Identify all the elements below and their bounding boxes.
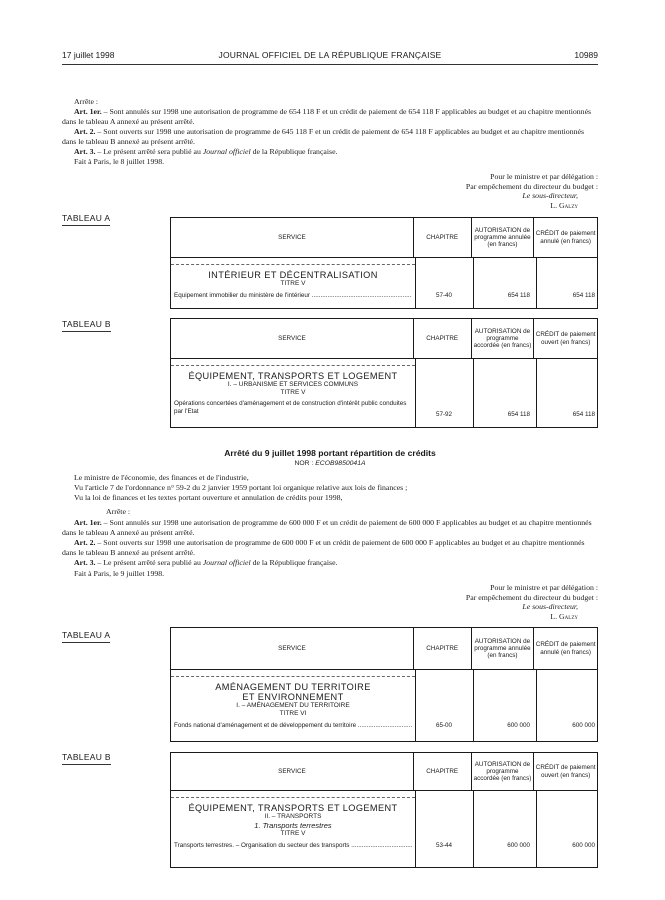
table3-dash	[171, 676, 415, 677]
table2-col-service: SERVICE	[171, 319, 414, 358]
table2-col-autorisation: AUTORISATION de programme accordée (en francs)	[472, 319, 535, 358]
table2-header	[171, 319, 597, 359]
decree2-article-2	[62, 538, 598, 557]
table2-ministry: ÉQUIPEMENT, TRANSPORTS ET LOGEMENT	[188, 371, 398, 381]
table1-body	[171, 258, 597, 308]
decree2-art1-label: Art. 1er.	[74, 518, 102, 527]
table1-dash	[171, 264, 415, 265]
table3-body	[171, 670, 597, 741]
decree2-article-3	[62, 558, 598, 568]
table2-col-chapitre: CHAPITRE	[414, 319, 472, 358]
table2-titre: TITRE V	[280, 389, 306, 396]
header-date: 17 juillet 1998	[62, 50, 115, 60]
decree2-nor-code: ECOB9850041A	[315, 460, 366, 467]
table4-row-autorisation: 600 000	[507, 842, 530, 849]
table1	[170, 217, 598, 309]
page-header	[62, 50, 598, 64]
decree1-art3-text-b: de la République française.	[250, 147, 338, 156]
table4-dash	[171, 797, 415, 798]
table3-label: TABLEAU A	[62, 630, 111, 640]
table3-ministry-line2: ET ENVIRONNEMENT	[242, 692, 344, 702]
table3-row-chapitre: 65-00	[435, 722, 453, 729]
decree1-article-1	[62, 107, 598, 126]
decree1-sig-line4: L. Galzy	[550, 200, 578, 210]
table4-row-credit: 600 000	[572, 842, 595, 849]
table4-titre: TITRE V	[280, 830, 306, 837]
table1-row-autorisation: 654 118	[507, 292, 530, 299]
table4-subsection: 1. Transports terrestres	[254, 821, 332, 830]
decree2-title: Arrêté du 9 juillet 1998 portant répartition de crédits	[224, 448, 436, 458]
table4-row-label: Transports terrestres. – Organisation du secteur des transports .....	[174, 842, 412, 849]
table3-row-label: Fonds national d'aménagement et de développement du territoire .....	[174, 722, 412, 729]
table4-col-credit: CRÉDIT de paiement ouvert (en francs)	[535, 764, 596, 779]
decree1-art3-jo: Journal officiel	[202, 147, 251, 156]
decree2-art1-text: – Sont annulés sur 1998 une autorisation de programme de 600 000 F et un crédit de paiement de 600 000 F applicables au budget et au chapitre mentionnés dans le tableau A annexé au présent arrêté.	[62, 518, 592, 537]
table1-col-autorisation: AUTORISATION de programme annulée (en francs)	[472, 218, 535, 257]
table3	[170, 627, 598, 742]
table3-titre: TITRE VI	[279, 710, 307, 717]
decree1-fait: Fait à Paris, le 8 juillet 1998.	[74, 157, 165, 166]
decree2-nor-label: NOR :	[294, 460, 316, 467]
table2-row-chapitre: 57-92	[435, 411, 453, 418]
decree1-article-2	[62, 127, 598, 146]
table2-row-label: Opérations concertées d'aménagement et de construction d'intérêt public conduites par l'Etat	[174, 400, 407, 415]
decree1-art1-text: – Sont annulés sur 1998 une autorisation de programme de 654 118 F et un crédit de paiement de 654 118 F applicables au budget et au chapitre mentionnés dans le tableau A annexé au présent arrêté.	[62, 107, 592, 126]
table2-col-credit: CRÉDIT de paiement ouvert (en francs)	[535, 331, 596, 346]
decree1-sig-line2: Par empêchement du directeur du budget :	[465, 181, 598, 191]
header-rule	[62, 64, 598, 65]
decree2-para3: Vu la loi de finances et les textes portant ouverture et annulation de crédits pour 1998,	[74, 493, 343, 502]
decree2-arrete: Arrête :	[106, 507, 131, 516]
decree2-sig-line2: Par empêchement du directeur du budget :	[465, 592, 598, 602]
table2-row	[171, 397, 597, 419]
decree2-article-1	[62, 518, 598, 537]
decree1-signature	[380, 172, 598, 210]
decree1-arrete: Arrête :	[74, 97, 99, 106]
decree2-sig-line1: Pour le ministre et par délégation :	[490, 583, 598, 592]
table1-row-chapitre: 57-40	[435, 292, 453, 299]
table3-col-credit: CRÉDIT de paiement annulé (en francs)	[535, 641, 596, 656]
table1-col-credit: CRÉDIT de paiement annulé (en francs)	[535, 230, 596, 245]
table3-row-autorisation: 600 000	[507, 722, 530, 729]
decree2-para1: Le ministre de l'économie, des finances et de l'industrie,	[74, 473, 249, 482]
decree1-sig-line3: Le sous-directeur,	[522, 191, 578, 201]
table4-ministry: ÉQUIPEMENT, TRANSPORTS ET LOGEMENT	[188, 803, 398, 813]
table1-col-chapitre: CHAPITRE	[414, 218, 472, 257]
table2-row-autorisation: 654 118	[507, 411, 530, 418]
decree1-article-3	[62, 147, 598, 157]
decree2-art3-text-a: – Le présent arrêté sera publié au	[95, 558, 203, 567]
table4-col-autorisation: AUTORISATION de programme accordée (en francs)	[472, 753, 535, 790]
decree2-para2: Vu l'article 7 de l'ordonnance n° 59-2 du 2 janvier 1959 portant loi organique relative aux lois de finances ;	[74, 483, 408, 492]
table4-section: II. – TRANSPORTS	[264, 813, 322, 820]
table1-label: TABLEAU A	[62, 213, 111, 223]
table2-body	[171, 359, 597, 427]
decree2-art3-text-b: de la République française.	[250, 558, 338, 567]
decree2-signature	[380, 583, 598, 621]
page-number: 10989	[574, 50, 598, 60]
table4-col-chapitre: CHAPITRE	[414, 753, 472, 790]
table4-header	[171, 753, 597, 791]
table2	[170, 318, 598, 428]
decree2-sig-line4: L. Galzy	[550, 611, 578, 621]
table3-col-autorisation: AUTORISATION de programme annulée (en francs)	[472, 628, 535, 669]
decree2-sig-line3: Le sous-directeur,	[522, 602, 578, 612]
table4-row-chapitre: 53-44	[435, 842, 453, 849]
table1-titre: TITRE V	[280, 280, 306, 287]
table4-label: TABLEAU B	[62, 752, 111, 762]
table4	[170, 752, 598, 868]
table1-row	[171, 288, 597, 300]
decree2-fait: Fait à Paris, le 9 juillet 1998.	[74, 569, 165, 578]
table3-section: I. – AMÉNAGEMENT DU TERRITOIRE	[236, 702, 350, 709]
decree1-art3-label: Art. 3.	[74, 147, 96, 156]
table4-col-service: SERVICE	[171, 753, 414, 790]
table1-col-service: SERVICE	[171, 218, 414, 257]
decree2-nor	[62, 460, 598, 467]
decree1-art2-text: – Sont ouverts sur 1998 une autorisation de programme de 645 118 F et un crédit de paiement de 654 118 F applicables au budget et au chapitre mentionnés dans le tableau B annexé au présent arrêté.	[62, 127, 584, 146]
table3-ministry-line1: AMÉNAGEMENT DU TERRITOIRE	[215, 682, 371, 692]
table1-row-label: Equipement immobilier du ministère de l'intérieur .....	[174, 292, 412, 299]
table2-row-credit: 654 118	[572, 411, 595, 418]
decree1-art3-text-a: – Le présent arrêté sera publié au	[95, 147, 203, 156]
table3-row	[171, 718, 597, 730]
table4-body	[171, 791, 597, 867]
table2-section: I. – URBANISME ET SERVICES COMMUNS	[227, 381, 359, 388]
decree1-art1-label: Art. 1er.	[74, 107, 102, 116]
decree2-art2-label: Art. 2.	[74, 538, 96, 547]
table4-row	[171, 838, 597, 850]
decree2-art3-jo: Journal officiel	[202, 558, 251, 567]
table1-ministry: INTÉRIEUR ET DÉCENTRALISATION	[208, 270, 378, 280]
table3-row-credit: 600 000	[572, 722, 595, 729]
table3-col-service: SERVICE	[171, 628, 414, 669]
table1-row-credit: 654 118	[572, 292, 595, 299]
decree2-art3-label: Art. 3.	[74, 558, 96, 567]
decree2-art2-text: – Sont ouverts sur 1998 une autorisation de programme de 600 000 F et un crédit de paiement de 600 000 F applicables au budget et au chapitre mentionnés dans le tableau B annexé au présent arrêté.	[62, 538, 585, 557]
decree1-sig-line1: Pour le ministre et par délégation :	[490, 172, 598, 181]
decree1-art2-label: Art. 2.	[74, 127, 96, 136]
table3-header	[171, 628, 597, 670]
table2-label: TABLEAU B	[62, 319, 111, 329]
table1-header	[171, 218, 597, 258]
table3-col-chapitre: CHAPITRE	[414, 628, 472, 669]
journal-title: JOURNAL OFFICIEL DE LA RÉPUBLIQUE FRANÇAISE	[218, 50, 442, 60]
table2-dash	[171, 365, 415, 366]
